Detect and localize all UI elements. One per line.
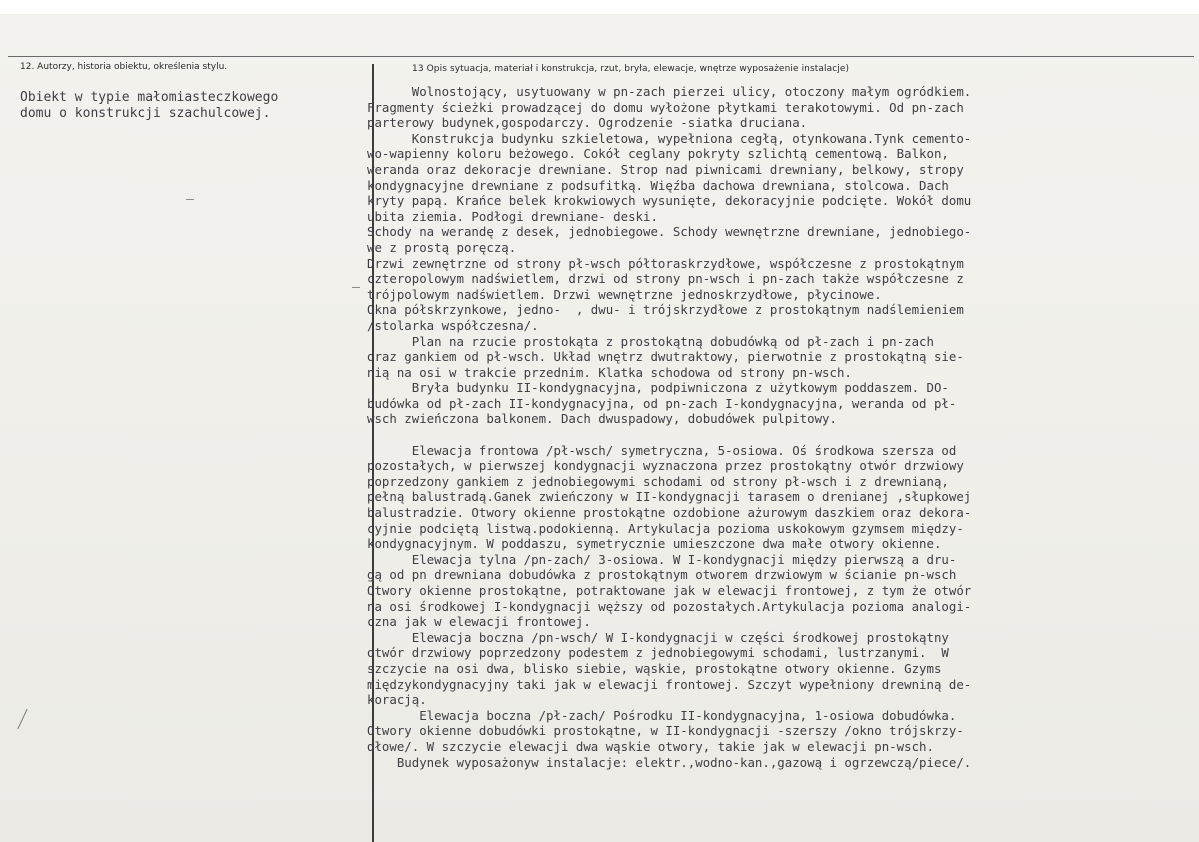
right-column-line: Fragmenty ścieżki prowadzącej do domu wyłożone płytkami terakotowymi. Od pn-zach — [367, 99, 964, 115]
top-margin — [0, 0, 1199, 14]
right-column-line: międzykondygnacyjny taki jak w elewacji frontowej. Szczyt wypełniony drewniną de- — [367, 676, 972, 692]
right-column-line: Otwory okienne prostokątne, potraktowane jak w elewacji frontowej, z tym że otwór — [367, 583, 972, 598]
right-column-text — [367, 84, 971, 770]
right-column-line: Konstrukcja budynku szkieletowa, wypełniona cegłą, otynkowana.Tynk cemento- — [367, 130, 972, 146]
left-column-header: 12. Autorzy, historia obiektu, określenia stylu. — [20, 62, 228, 72]
right-column-line: Schody na werandę z desek, jednobiegowe. Schody wewnętrzne drewniane, jednobiego- — [367, 224, 972, 240]
right-column-line: parterowy budynek,gospodarczy. Ogrodzenie -siatka druciana. — [367, 115, 808, 131]
right-column-header: 13 Opis sytuacja, materiał i konstrukcja, rzut, bryła, elewacje, wnętrze wyposażenie instalacje) — [412, 64, 850, 74]
right-column-line: Elewacja boczna /pn-wsch/ W I-kondygnacji w części środkowej prostokątny — [367, 629, 949, 645]
right-column-line: wsch zwieńczona balkonem. Dach dwuspadowy, dobudówek pulpitowy. — [367, 411, 837, 427]
right-column-line: Budynek wyposażonyw instalacje: elektr.,wodno-kan.,gazową i ogrzewczą/piece/. — [367, 754, 972, 770]
right-column-line: oraz gankiem od pł-wsch. Układ wnętrz dwutraktowy, pierwotnie z prostokątną sie- — [367, 349, 964, 365]
right-column-line: otwór drzwiowy poprzedzony podestem z jednobiegowymi schodami, lustrzanymi. W — [367, 645, 949, 661]
right-column-line: wo-wapienny koloru beżowego. Cokół ceglany pokryty szlichtą cementową. Balkon, — [367, 146, 949, 162]
right-column-line: na osi środkowej I-kondygnacji węższy od pozostałych.Artykulacja pozioma analogi- — [367, 598, 972, 614]
right-column-line: szczycie na osi dwa, blisko siebie, wąskie, prostokątne otwory okienne. Gzyms — [367, 660, 942, 676]
right-column-line: czna jak w elewacji frontowej. — [367, 614, 591, 630]
right-column-line: kondygnacyjne drewniane z podsufitką. Więźba dachowa drewniana, stolcowa. Dach — [367, 177, 949, 193]
right-column-line: budówka od pł-zach II-kondygnacyjna, od pn-zach I-kondygnacyjna, weranda od pł- — [367, 395, 957, 411]
right-column-line: Otwory okienne dobudówki prostokątne, w II-kondygnacji -szerszy /okno trójskrzy- — [367, 723, 964, 739]
right-column-line: cyjnie podciętą listwą.podokienną. Artykulacja pozioma uskokowym gzymsem między- — [367, 520, 964, 536]
right-column-line — [367, 427, 971, 443]
header-rule — [8, 56, 1194, 57]
right-column-line: Elewacja boczna /pł-zach/ Pośrodku II-kondygnacyjna, 1-osiowa dobudówka. — [367, 707, 957, 723]
right-column-line: Okna półskrzynkowe, jedno- , dwu- i trójskrzydłowe z prostokątnym nadślemieniem — [367, 302, 964, 318]
right-column-line: Plan na rzucie prostokąta z prostokątną dobudówką od pł-zach i pn-zach — [367, 333, 934, 349]
pen-mark — [17, 709, 27, 729]
left-column-line: Obiekt w typie małomiasteczkowego — [20, 90, 279, 105]
right-column-line: trójpolowym nadświetlem. Drzwi wewnętrzne jednoskrzydłowe, płycinowe. — [367, 286, 882, 302]
right-column-line: gą od pn drewniana dobudówka z prostokątnym otworem drzwiowym w ścianie pn-wsch — [367, 567, 957, 583]
right-column-line: Drzwi zewnętrzne od strony pł-wsch półtoraskrzydłowe, współczesne z prostokątnym — [367, 255, 964, 271]
right-column-line: /stolarka współczesna/. — [367, 317, 539, 333]
right-column-line: dłowe/. W szczycie elewacji dwa wąskie otwory, takie jak w elewacji pn-wsch. — [367, 738, 934, 754]
right-column-line: Elewacja tylna /pn-zach/ 3-osiowa. W I-kondygnacji między pierwszą a dru- — [367, 551, 957, 567]
left-column-text — [20, 90, 278, 121]
right-column-line: Elewacja frontowa /pł-wsch/ symetryczna, 5-osiowa. Oś środkowa szersza od — [367, 442, 957, 458]
right-column-line: poprzedzony gankiem z jednobiegowymi schodami od strony pł-wsch i z drewnianą, — [367, 473, 949, 489]
right-column-line: balustradzie. Otwory okienne prostokątne ozdobione ażurowym daszkiem oraz dekora- — [367, 505, 972, 521]
right-column-line: we z prostą poręczą. — [367, 239, 517, 255]
right-column-line: pozostałych, w pierwszej kondygnacji wyznaczona przez prostokątny otwór drzwiowy — [367, 458, 964, 474]
right-column-line: nią na osi w trakcie przednim. Klatka schodowa od strony pn-wsch. — [367, 364, 852, 380]
right-column-line: pełną balustradą.Ganek zwieńczony w II-kondygnacji tarasem o drenianej ,słupkowej — [367, 489, 972, 505]
right-column-line: Bryła budynku II-kondygnacyjna, podpiwniczona z użytkowym poddaszem. DO- — [367, 380, 949, 396]
right-column-line: koracją. — [367, 692, 427, 708]
left-column-line: domu o konstrukcji szachulcowej. — [20, 105, 271, 121]
right-column-line: weranda oraz dekoracje drewniane. Strop nad piwnicami drewniany, belkowy, stropy — [367, 161, 964, 177]
stray-mark — [352, 287, 360, 288]
right-column-line: kondygnacyjnym. W poddaszu, symetrycznie umieszczone dwa małe otwory okienne. — [367, 536, 942, 552]
right-column-line: czteropolowym nadświetlem, drzwi od strony pn-wsch i pn-zach także współczesne z — [367, 271, 964, 287]
right-column-line: ubita ziemia. Podłogi drewniane- deski. — [367, 208, 658, 224]
right-column-line: Wolnostojący, usytuowany w pn-zach pierzei ulicy, otoczony małym ogródkiem. — [367, 84, 972, 99]
right-column-line: kryty papą. Krańce belek krokwiowych wysunięte, dekoracyjnie podcięte. Wokół domu — [367, 193, 972, 209]
stray-mark — [186, 199, 194, 200]
